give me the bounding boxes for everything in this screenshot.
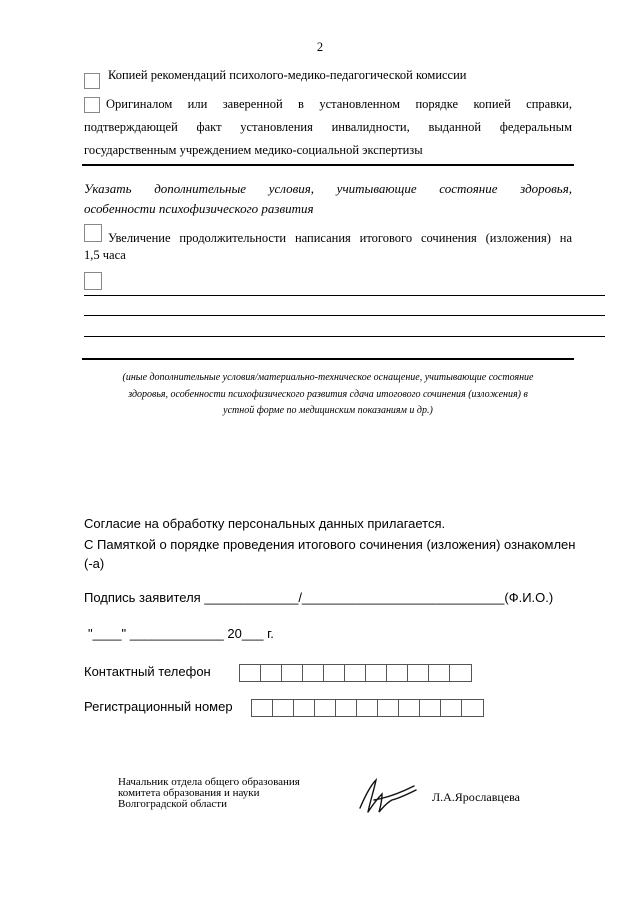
page-number: 2	[316, 40, 324, 54]
phone-digit-cell[interactable]	[282, 665, 303, 681]
registration-label: Регистрационный номер	[84, 699, 233, 714]
footer-position	[118, 777, 300, 810]
consent-memo-line2: (-а)	[84, 556, 105, 571]
registration-input-grid[interactable]	[251, 699, 484, 717]
phone-digit-cell[interactable]	[366, 665, 387, 681]
signature-label: Подпись заявителя	[84, 590, 201, 605]
phone-digit-cell[interactable]	[303, 665, 324, 681]
footer-position-line3: Волгоградской области	[118, 798, 227, 810]
conditions-note-line1: (иные дополнительные условия/материально-техническое оснащение, учитывающие состояние	[122, 372, 534, 383]
doc-item-disability-line1: Оригиналом или заверенной в установленном порядке копией справки,	[106, 97, 572, 111]
doc-item-pmpk: Копией рекомендаций психолого-медико-педагогической комиссии	[108, 68, 467, 82]
blank-line-4[interactable]	[82, 358, 574, 360]
registration-digit-cell[interactable]	[336, 700, 357, 716]
signature-row	[84, 590, 553, 605]
registration-digit-cell[interactable]	[252, 700, 273, 716]
registration-digit-cell[interactable]	[315, 700, 336, 716]
phone-digit-cell[interactable]	[387, 665, 408, 681]
signature-blank[interactable]: _____________/____________________________	[204, 590, 505, 605]
footer-signatory: Л.А.Ярославцева	[432, 790, 520, 804]
registration-digit-cell[interactable]	[357, 700, 378, 716]
checkbox-disability-certificate[interactable]	[84, 97, 100, 113]
phone-digit-cell[interactable]	[429, 665, 450, 681]
conditions-note-line2: здоровья, особенности психофизического развития сдача итогового сочинения (изложения) в	[128, 389, 528, 400]
phone-digit-cell[interactable]	[324, 665, 345, 681]
doc-item-disability-line2: подтверждающей факт установления инвалидности, выданной федеральным	[84, 120, 572, 134]
phone-digit-cell[interactable]	[450, 665, 471, 681]
checkbox-other-conditions[interactable]	[84, 272, 102, 290]
checkbox-pmpk-copy[interactable]	[84, 73, 100, 89]
doc-item-disability-line3: государственным учреждением медико-социальной экспертизы	[84, 143, 423, 157]
condition-extended-time-line2: 1,5 часа	[84, 248, 126, 262]
registration-digit-cell[interactable]	[441, 700, 462, 716]
registration-digit-cell[interactable]	[378, 700, 399, 716]
registration-digit-cell[interactable]	[273, 700, 294, 716]
blank-line-1[interactable]	[84, 295, 605, 296]
registration-digit-cell[interactable]	[462, 700, 483, 716]
date-line[interactable]: "____" _____________ 20___ г.	[88, 626, 274, 641]
registration-digit-cell[interactable]	[399, 700, 420, 716]
condition-extended-time-line1: Увеличение продолжительности написания итогового сочинения (изложения) на	[108, 231, 572, 245]
consent-memo-line1: С Памяткой о порядке проведения итогового сочинения (изложения) ознакомлен	[84, 537, 576, 552]
phone-digit-cell[interactable]	[261, 665, 282, 681]
conditions-heading-line1: Указать дополнительные условия, учитывающие состояние здоровья,	[84, 181, 572, 196]
blank-line-2[interactable]	[84, 315, 605, 316]
registration-digit-cell[interactable]	[294, 700, 315, 716]
conditions-heading-line2: особенности психофизического развития	[84, 201, 314, 216]
phone-label: Контактный телефон	[84, 664, 211, 679]
consent-personal-data: Согласие на обработку персональных данных прилагается.	[84, 516, 446, 531]
footer-position-line2: комитета образования и науки	[118, 787, 260, 799]
registration-digit-cell[interactable]	[420, 700, 441, 716]
conditions-note-line3: устной форме по медицинским показаниям и др.)	[223, 405, 433, 416]
phone-digit-cell[interactable]	[240, 665, 261, 681]
signature-suffix: (Ф.И.О.)	[504, 590, 554, 605]
phone-digit-cell[interactable]	[408, 665, 429, 681]
phone-input-grid[interactable]	[239, 664, 472, 682]
section-divider	[82, 164, 574, 166]
signature-image	[352, 772, 422, 822]
checkbox-extended-time[interactable]	[84, 224, 102, 242]
phone-digit-cell[interactable]	[345, 665, 366, 681]
footer-position-line1: Начальник отдела общего образования	[118, 776, 300, 788]
blank-line-3[interactable]	[84, 336, 605, 337]
